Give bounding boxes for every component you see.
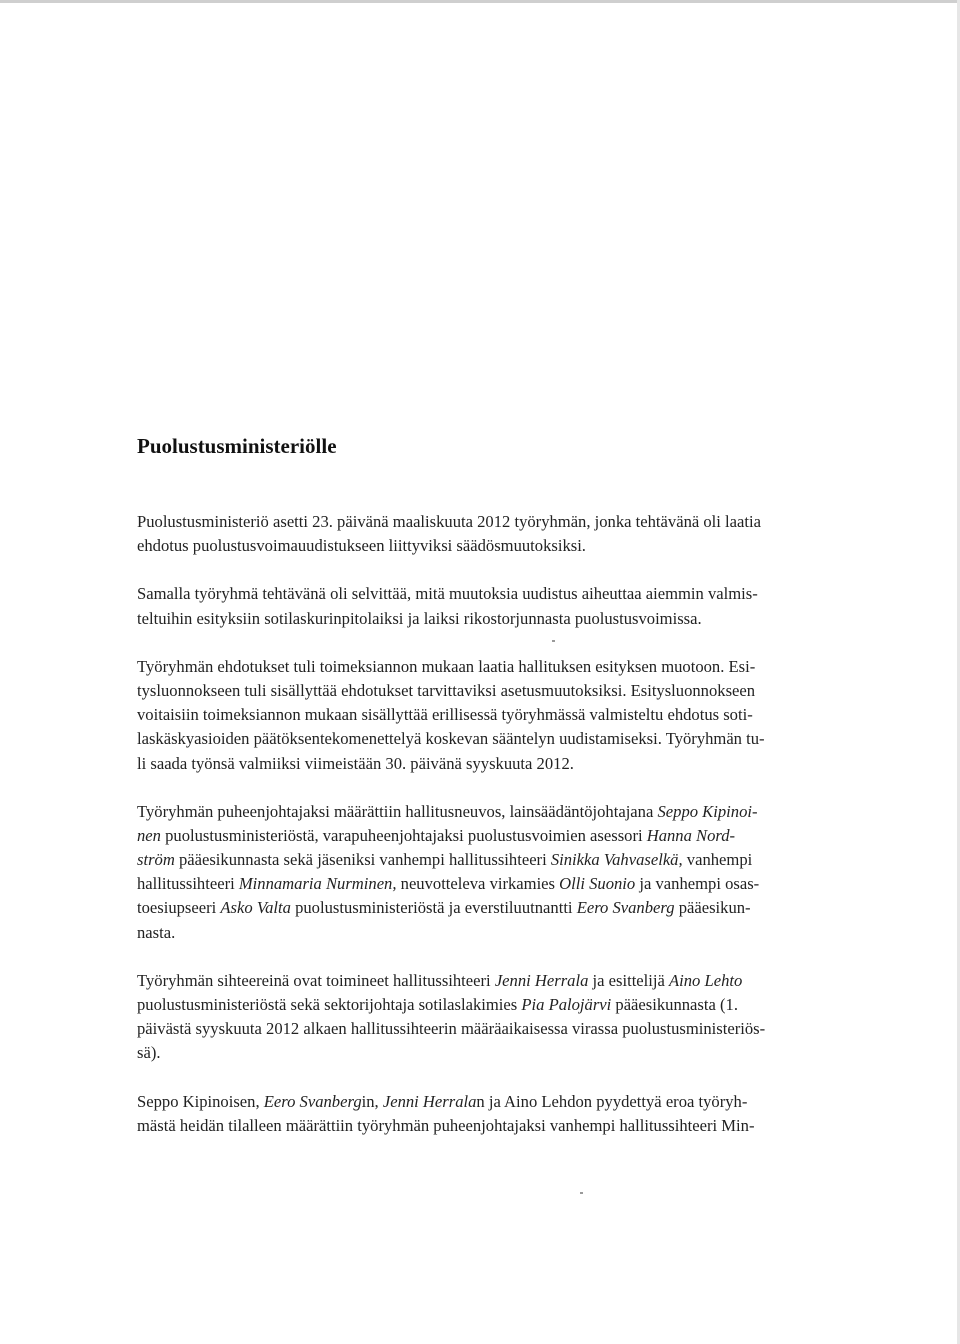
paragraph-2 (137, 582, 817, 630)
person-name: Olli Suonio (559, 874, 636, 894)
paragraph-line: hallitussihteeri Minnamaria Nurminen, neuvotteleva virkamies Olli Suonio ja vanhempi osas- (137, 874, 760, 894)
paragraph-line: sä). (137, 1043, 161, 1063)
document-heading: Puolustusministeriölle (137, 434, 337, 458)
paragraph-line: mästä heidän tilalleen määrättiin työryhmän puheenjohtajaksi vanhempi hallitussihteeri Min- (137, 1115, 755, 1135)
paragraph-line: Seppo Kipinoisen, Eero Svanbergin, Jenni Herralan ja Aino Lehdon pyydettyä eroa työryh- (137, 1091, 748, 1111)
document-body (137, 510, 817, 1138)
paragraph-line: Työryhmän sihteereinä ovat toimineet hallitussihteeri Jenni Herrala ja esittelijä Aino Lehto (137, 970, 743, 990)
paragraph-line: Puolustusministeriö asetti 23. päivänä maaliskuuta 2012 työryhmän, jonka tehtävänä oli laatia (137, 512, 761, 531)
paragraph-3 (137, 655, 817, 776)
paragraph-line: voitaisiin toimeksiannon mukaan sisällyttää erillisessä työryhmässä valmisteltu ehdotus soti- (137, 705, 753, 725)
person-name: ström (137, 850, 175, 870)
person-name: Jenni Herrala (494, 970, 589, 990)
person-name: Hanna Nord- (646, 825, 736, 845)
paragraph-line: nasta. (137, 922, 176, 942)
person-name: Aino Lehto (669, 970, 743, 990)
paragraph-line: tysluonnokseen tuli sisällyttää ehdotukset tarvittaviksi asetusmuutoksiksi. Esitysluonnokseen (137, 680, 756, 700)
paragraph-line: laskäskyasioiden päätöksentekomenettelyä koskevan sääntelyn uudistamiseksi. Työryhmän tu- (137, 729, 765, 749)
paragraph-line: Työryhmän ehdotukset tuli toimeksiannon mukaan laatia hallituksen esityksen muotoon. Esi- (137, 656, 756, 676)
paragraph-line: nen puolustusministeriöstä, varapuheenjohtajaksi puolustusvoimien asessori Hanna Nord- (137, 825, 736, 845)
person-name: Minnamaria Nurminen, (238, 874, 397, 894)
scan-speck (552, 640, 555, 642)
paragraph-1 (137, 510, 817, 558)
person-name: nen (137, 825, 161, 845)
paragraph-line: Työryhmän puheenjohtajaksi määrättiin hallitusneuvos, lainsäädäntöjohtajana Seppo Kipinoi- (137, 801, 758, 821)
person-name: Asko Valta (220, 898, 291, 918)
person-name: Jenni Herrala (382, 1091, 477, 1111)
person-name: Pia Palojärvi (521, 995, 612, 1014)
person-name: Eero Svanberg (263, 1091, 362, 1111)
person-name: Eero Svanberg (576, 898, 675, 918)
paragraph-line: toesiupseeri Asko Valta puolustusministeriöstä ja everstiluutnantti Eero Svanberg pääesikun- (137, 898, 751, 918)
scan-speck (580, 1192, 583, 1194)
paragraph-4 (137, 800, 817, 945)
paragraph-6 (137, 1090, 817, 1138)
paragraph-line: ström pääesikunnasta sekä jäseniksi vanhempi hallitussihteeri Sinikka Vahvaselkä, vanhempi (137, 850, 753, 870)
person-name: Seppo Kipinoi- (657, 801, 758, 821)
paragraph-line: päivästä syyskuuta 2012 alkaen hallitussihteerin määräaikaisessa virassa puolustusministeriös- (137, 1019, 766, 1039)
scan-edge-top (0, 0, 960, 3)
person-name: Sinikka Vahvaselkä, (550, 850, 683, 870)
paragraph-line: puolustusministeriöstä sekä sektorijohtaja sotilaslakimies Pia Palojärvi pääesikunnasta (1. (137, 995, 738, 1014)
paragraph-line: teltuihin esityksiin sotilaskurinpitolaiksi ja laiksi rikostorjunnasta puolustusvoimissa. (137, 608, 702, 628)
paragraph-5 (137, 969, 817, 1066)
paragraph-line: li saada työnsä valmiiksi viimeistään 30. päivänä syyskuuta 2012. (137, 753, 574, 773)
paragraph-line: ehdotus puolustusvoimauudistukseen liittyviksi säädösmuutoksiksi. (137, 536, 586, 556)
paragraph-line: Samalla työryhmä tehtävänä oli selvittää, mitä muutoksia uudistus aiheuttaa aiemmin valmis- (137, 584, 758, 604)
